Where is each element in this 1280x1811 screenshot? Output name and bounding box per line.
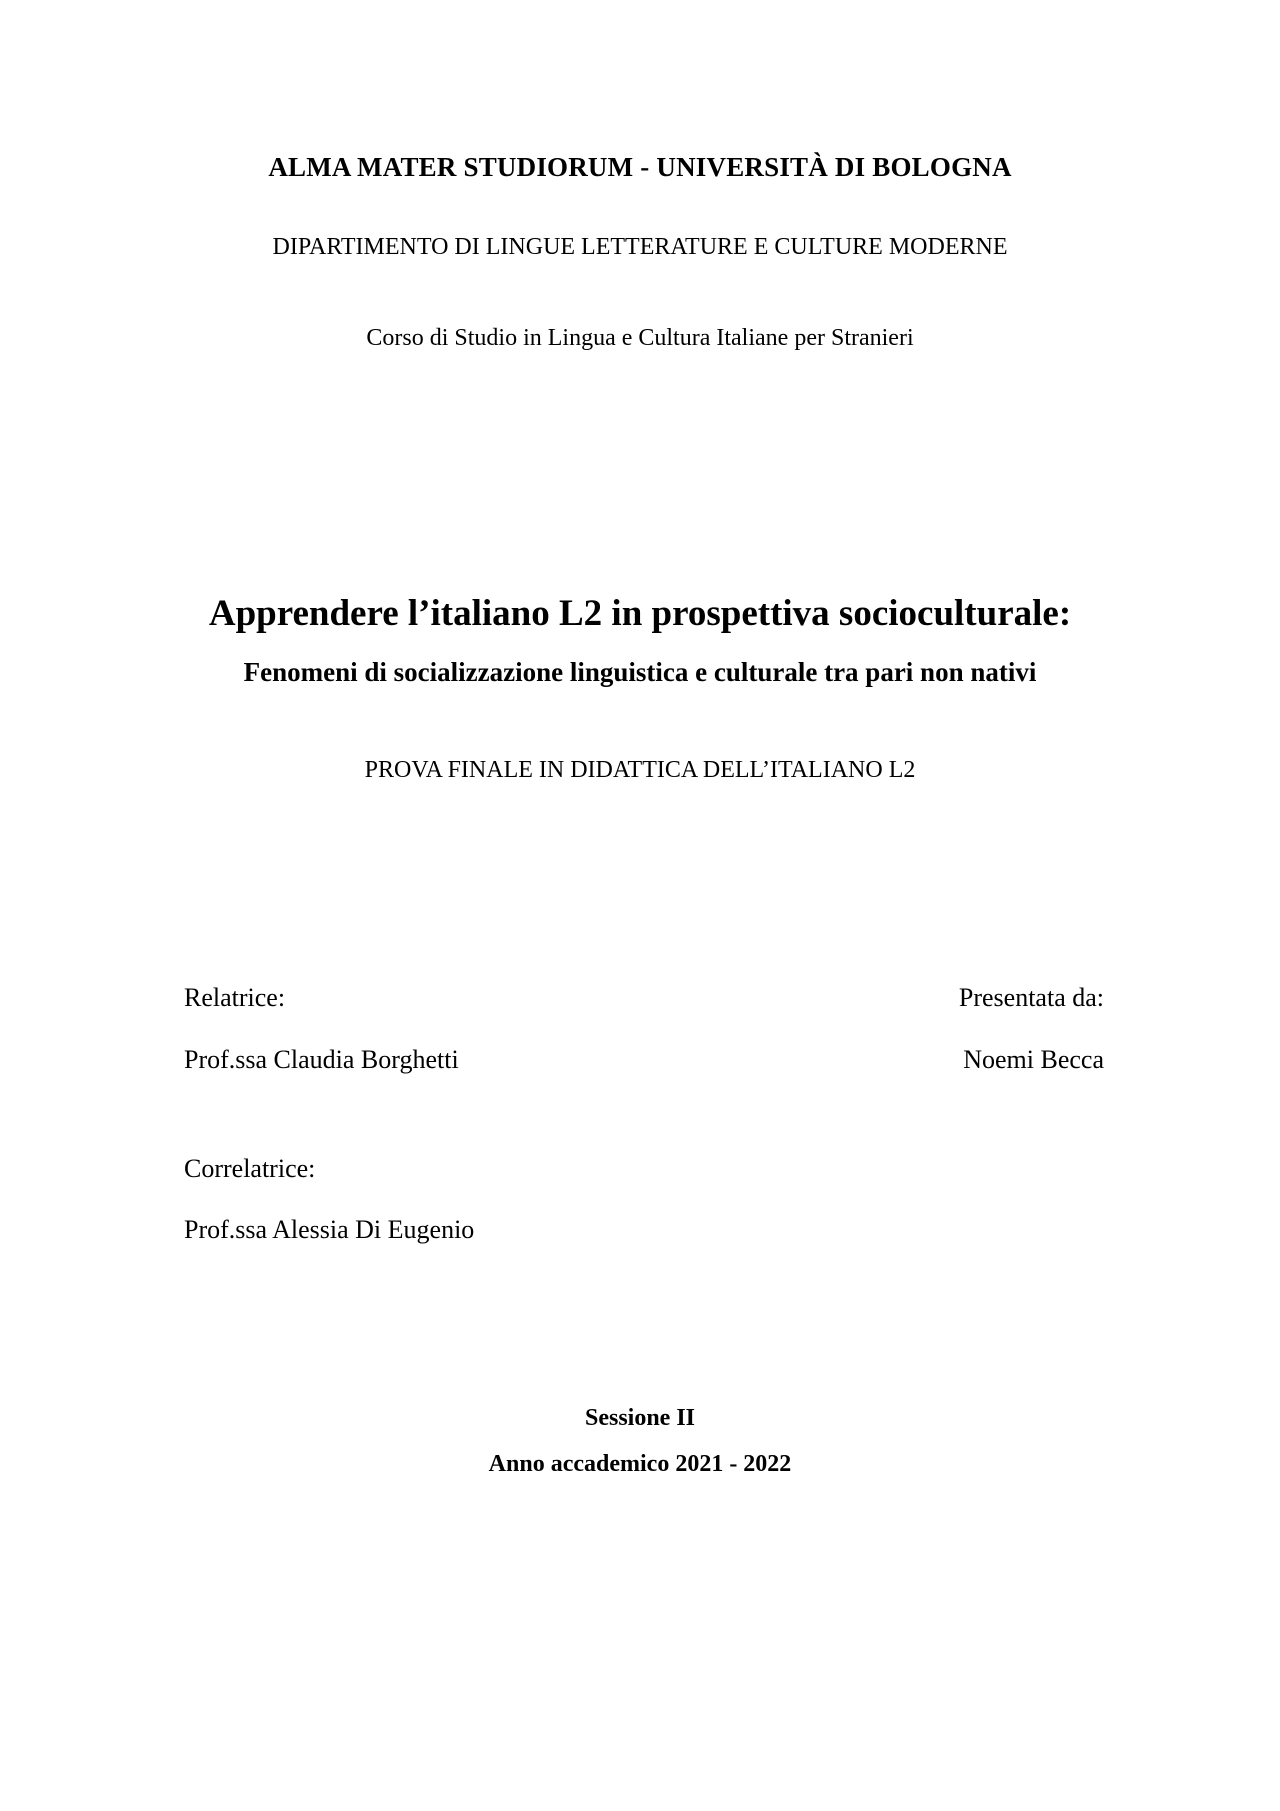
department-name: DIPARTIMENTO DI LINGUE LETTERATURE E CULTURE MODERNE (272, 234, 1008, 260)
session: Sessione II (584, 1405, 696, 1431)
student-name: Noemi Becca (963, 1045, 1104, 1074)
thesis-title: Apprendere l’italiano L2 in prospettiva socioculturale: (208, 593, 1072, 634)
supervisor-label: Relatrice: (184, 983, 286, 1012)
thesis-subtitle: Fenomeni di socializzazione linguistica e culturale tra pari non nativi (243, 657, 1037, 687)
cosupervisor-name: Prof.ssa Alessia Di Eugenio (184, 1215, 475, 1244)
exam-subject: PROVA FINALE IN DIDATTICA DELL’ITALIANO L2 (364, 757, 916, 783)
course-name: Corso di Studio in Lingua e Cultura Italiane per Stranieri (366, 325, 914, 351)
university-name: ALMA MATER STUDIORUM - UNIVERSITÀ DI BOLOGNA (268, 152, 1012, 182)
academic-year: Anno accademico 2021 - 2022 (488, 1451, 792, 1477)
presented-by-label: Presentata da: (958, 983, 1104, 1012)
cosupervisor-label: Correlatrice: (184, 1154, 316, 1183)
supervisor-name: Prof.ssa Claudia Borghetti (184, 1045, 459, 1074)
